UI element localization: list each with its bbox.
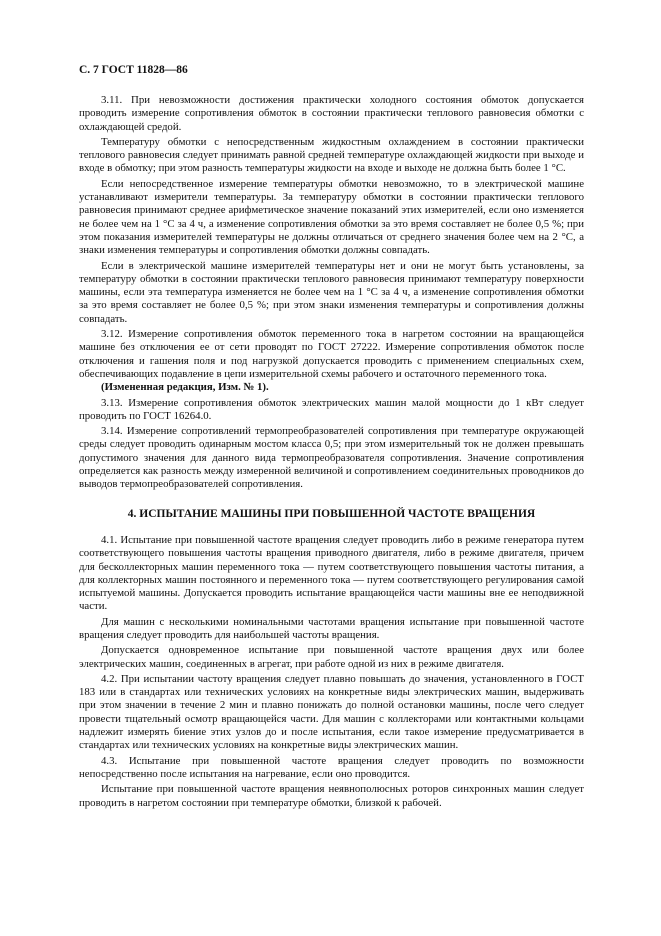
paragraph-4-2: 4.2. При испытании частоту вращения следует плавно повышать до значения, установленного в ГОСТ 183 или в стандартах или технических условиях на конкретные виды электрических машин, выдерживать при этом значении в течение 2 мин и плавно понижать до полной остановки машины, после чего следует провести тщательный осмотр вращающейся части. Для машин с коллекторами или контактными кольцами надлежит измерять биение этих узлов до и после испытания, если такое измерение предусматривается в стандартах или технических условиях на конкретные виды электрических машин. <box>79 672 584 752</box>
paragraph-4-1: 4.1. Испытание при повышенной частоте вращения следует проводить либо в режиме генератора путем соответствующего повышения частоты вращения приводного двигателя, либо в режиме двигателя, причем для бесколлекторных машин переменного тока — путем соответствующего повышения частоты питания, а для коллекторных машин постоянного и переменного тока — путем соответствующего регулирования самой испытуемой машины. Допускается проводить испытание вращающейся части машины вне ее неподвижной части. <box>79 533 584 613</box>
paragraph-3-13: 3.13. Измерение сопротивления обмоток электрических машин малой мощности до 1 кВт следует проводить по ГОСТ 16264.0. <box>79 396 584 422</box>
section-4-title: 4. ИСПЫТАНИЕ МАШИНЫ ПРИ ПОВЫШЕННОЙ ЧАСТОТЕ ВРАЩЕНИЯ <box>127 507 536 520</box>
paragraph-aggregate-test: Допускается одновременное испытание при повышенной частоте вращения двух или более электрических машин, соединенных в агрегат, при работе одной из них в режиме двигателя. <box>79 644 584 670</box>
paragraph-multiple-speeds: Для машин с несколькими номинальными частотами вращения испытание при повышенной частоте вращения следует проводить для наибольшей частоты вращения. <box>79 615 584 641</box>
edition-note: (Измененная редакция, Изм. № 1). <box>101 381 269 394</box>
paragraph-temperature-meters: Если непосредственное измерение температуры обмотки невозможно, то в электрической машине устанавливают измерители температуры. За температуру обмотки в состоянии практически теплового равновесия принимают среднее арифметическое значение показаний этих измерителей, если оно изменяется не более чем на 1 °С за 4 ч, а изменение сопротивления обмотки за это время составляет не более 0,5 %; при этом показания измерителей температуры не должны отличаться от среднего значения более чем на 2 °С, а знаки изменения температуры и сопротивления обмотки должны совпадать. <box>79 177 584 257</box>
paragraph-3-12: 3.12. Измерение сопротивления обмоток переменного тока в нагретом состоянии на вращающейся машине без отключения ее от сети проводят по ГОСТ 27222. Измерение сопротивления обмоток после отключения и гашения поля и под нагрузкой допускается проводить с применением специальных схем, обеспечивающих подавление в цепи измерительной схемы рабочего и остаточного переменного тока. <box>79 328 584 380</box>
paragraph-winding-temperature: Температуру обмотки с непосредственным жидкостным охлаждением в состоянии практически теплового равновесия следует принимать равной средней температуре охлаждающей жидкости при выходе и входе в обмотку; при этом разность температуры жидкости на входе и выходе не должна быть более 1 °С. <box>79 135 584 175</box>
running-header: С. 7 ГОСТ 11828—86 <box>79 64 188 76</box>
body-text <box>79 94 584 812</box>
paragraph-4-3: 4.3. Испытание при повышенной частоте вращения следует проводить по возможности непосредственно после испытания на нагревание, если оно проводится. <box>79 754 584 780</box>
paragraph-3-11: 3.11. При невозможности достижения практически холодного состояния обмоток допускается проводить измерение сопротивления обмоток в состоянии практически теплового равновесия обмотки с охлаждающей средой. <box>79 94 584 133</box>
paragraph-rotor-test: Испытание при повышенной частоте вращения неявнополюсных роторов синхронных машин следует проводить в нагретом состоянии при температуре обмотки, близкой к рабочей. <box>79 783 584 809</box>
paragraph-surface-temperature: Если в электрической машине измерителей температуры нет и они не могут быть установлены, за температуру обмотки в состоянии практически теплового равновесия принимают температуру поверхности машины, если эта температура изменяется не более чем на 1 °С за 4 ч, а изменение сопротивления обмотки за это время составляет не более 0,5 %; при этом знаки изменения температуры и сопротивления должны совпадать. <box>79 259 584 325</box>
paragraph-3-14: 3.14. Измерение сопротивлений термопреобразователей сопротивления при температуре окружающей среды следует проводить одинарным мостом класса 0,5; при этом измерительный ток не должен превышать допустимого значения для данного вида термопреобразователя сопротивления. Значение сопротивления определяется как разность между измеренной величиной и сопротивлением соединительных проводников до выводов термопреобразователей сопротивления. <box>79 425 584 491</box>
